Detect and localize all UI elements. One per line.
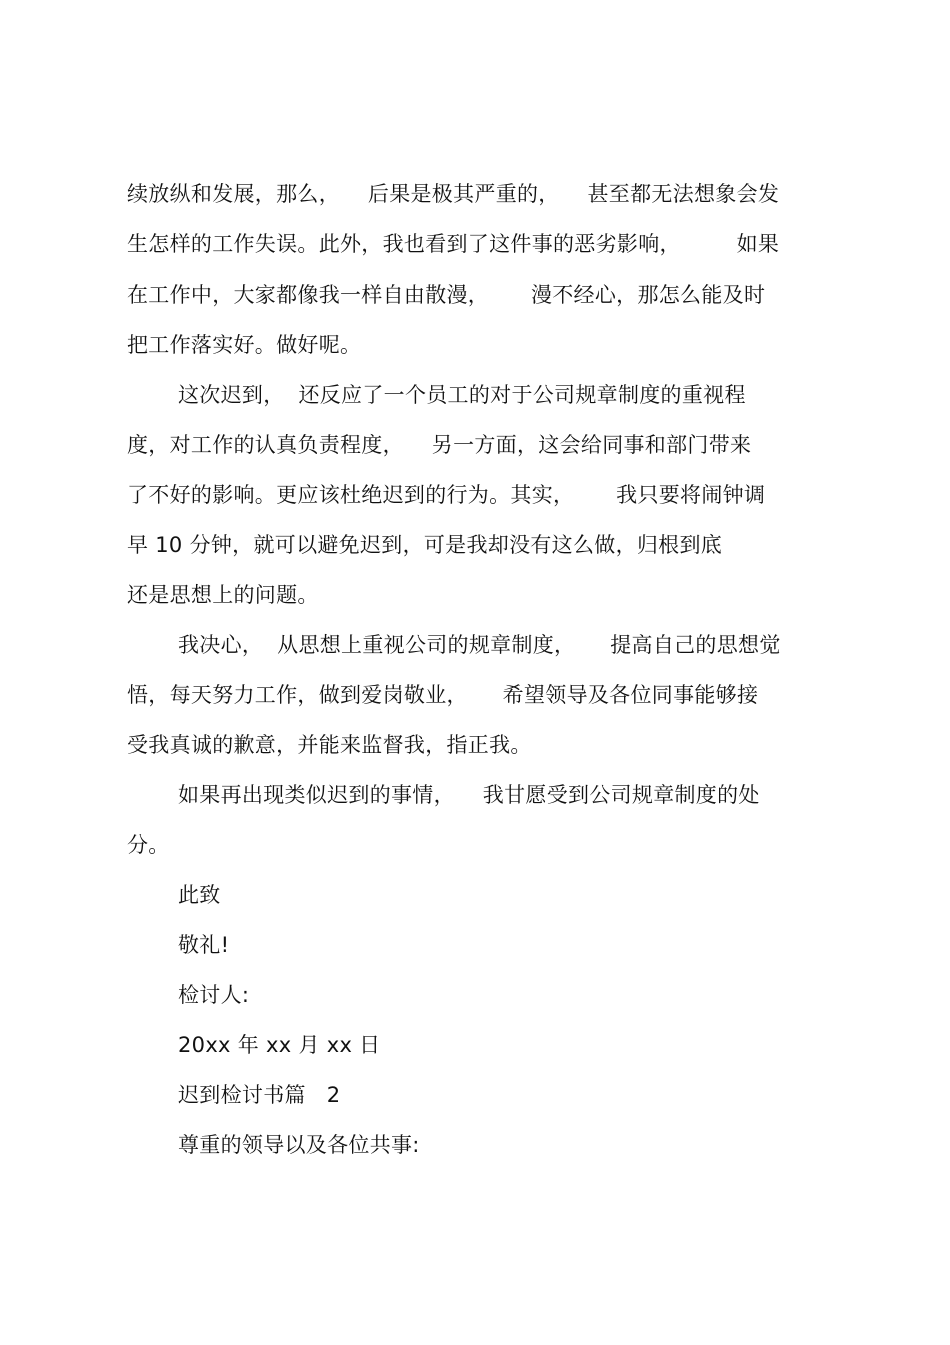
paragraph-1-line-2: 生怎样的工作失误。此外，我也看到了这件事的恶劣影响， 如果 [127, 232, 780, 256]
paragraph-1-line-3: 在工作中，大家都像我一样自由散漫， 漫不经心，那怎么能及时 [127, 283, 766, 307]
paragraph-2-line-1: 这次迟到， 还反应了一个员工的对于公司规章制度的重视程 [178, 383, 746, 407]
paragraph-2-line-4: 早 10 分钟，就可以避免迟到，可是我却没有这么做，归根到底 [127, 533, 723, 557]
paragraph-2-line-3: 了不好的影响。更应该杜绝迟到的行为。其实， 我只要将闹钟调 [127, 483, 766, 507]
paragraph-4-line-2: 分。 [127, 833, 170, 857]
closing-salutation-2: 敬礼! [178, 933, 230, 957]
paragraph-2-line-5: 还是思想上的问题。 [127, 583, 319, 607]
paragraph-3-line-2: 悟，每天努力工作，做到爱岗敬业， 希望领导及各位同事能够接 [127, 683, 759, 707]
section-greeting: 尊重的领导以及各位共事: [178, 1133, 420, 1157]
paragraph-4-line-1: 如果再出现类似迟到的事情， 我甘愿受到公司规章制度的处 [178, 783, 760, 807]
paragraph-1-line-1: 续放纵和发展，那么， 后果是极其严重的， 甚至都无法想象会发 [127, 182, 780, 206]
paragraph-3-line-1: 我决心， 从思想上重视公司的规章制度， 提高自己的思想觉 [178, 633, 781, 657]
section-title: 迟到检讨书篇 2 [178, 1083, 341, 1107]
closing-salutation-1: 此致 [178, 883, 221, 907]
paragraph-2-line-2: 度，对工作的认真负责程度， 另一方面，这会给同事和部门带来 [127, 433, 752, 457]
signature-date: 20xx 年 xx 月 xx 日 [178, 1033, 381, 1057]
signer-label: 检讨人: [178, 983, 250, 1007]
paragraph-3-line-3: 受我真诚的歉意，并能来监督我，指正我。 [127, 733, 532, 757]
paragraph-1-line-4: 把工作落实好。做好呢。 [127, 333, 362, 357]
